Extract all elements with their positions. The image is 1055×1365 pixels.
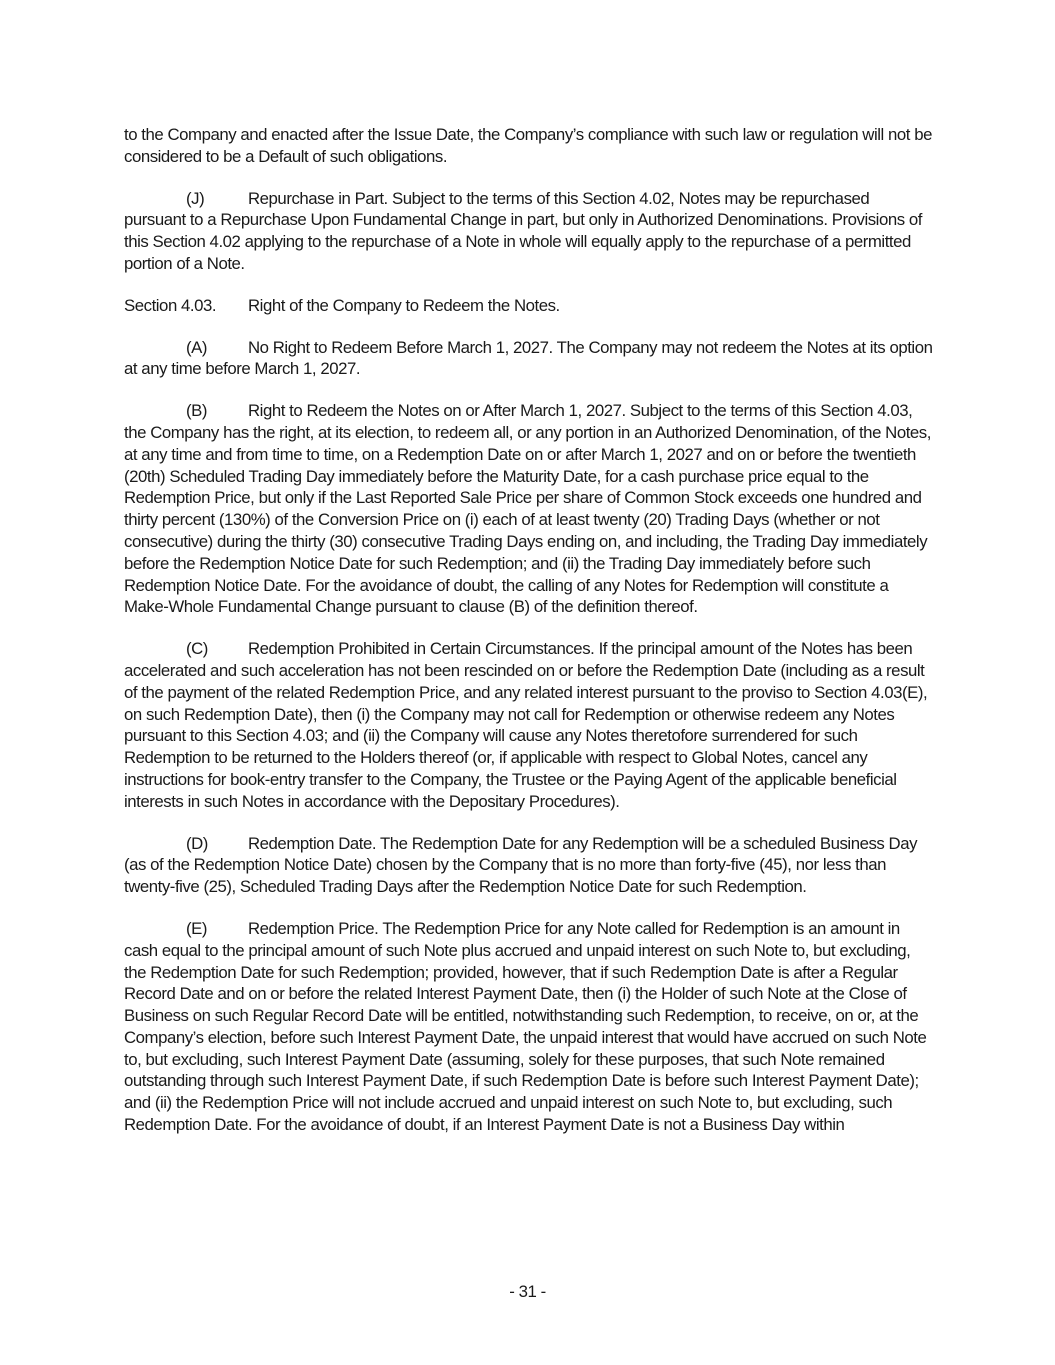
paragraph-label: (B)	[186, 401, 208, 421]
paragraph-continuation	[124, 124, 934, 168]
paragraph-j	[124, 188, 934, 275]
paragraph-text: The Redemption Date for any Redemption will be a scheduled Business Day (as of the Redemption Notice Date) chosen by the Company that is no more than forty-five (45), nor less than twenty-five (25), Scheduled Trading Days after the Redemption Notice Date for such Redemption.	[124, 833, 918, 897]
paragraph-text: Subject to the terms of this Section 4.02, Notes may be repurchased pursuant to a Repurchase Upon Fundamental Change in part, but only in Authorized Denominations. Provisions of this Section 4.02 applying to the repurchase of a Note in whole will equally apply to the repurchase of a permitted portion of a Note.	[124, 188, 922, 273]
paragraph-title: Repurchase in Part.	[248, 188, 388, 208]
paragraph-title: Redemption Date.	[248, 833, 377, 853]
paragraph-text: If the principal amount of the Notes has been accelerated and such acceleration has not been rescinded on or before the Redemption Date (including as a result of the payment of the related Redemption Price, and any related interest pursuant to the proviso to Section 4.03(E), on such Redemption Date), then (i) the Company may not call for Redemption or otherwise redeem any Notes pursuant to this Section 4.03; and (ii) the Company will cause any Notes theretofore surrendered for such Redemption to be returned to the Holders thereof (or, if applicable with respect to Global Notes, cancel any instructions for book-entry transfer to the Company, the Trustee or the Paying Agent of the applicable beneficial interests in such Notes in accordance with the Depositary Procedures).	[124, 639, 928, 811]
paragraph-title: Redemption Prohibited in Certain Circumstances.	[248, 639, 595, 659]
paragraph-title: No Right to Redeem Before March 1, 2027.	[248, 337, 553, 357]
paragraph-label: (J)	[186, 188, 205, 208]
section-heading	[124, 295, 934, 317]
paragraph-text: The Company may not redeem the Notes at its option at any time before March 1, 2027.	[124, 337, 933, 379]
paragraph-label: (A)	[186, 337, 208, 357]
paragraph-title: Right to Redeem the Notes on or After March 1, 2027.	[248, 401, 626, 421]
paragraph-d	[124, 833, 934, 898]
paragraph-text: The Redemption Price for any Note called for Redemption is an amount in cash equal to the principal amount of such Note plus accrued and unpaid interest on such Note to, but excluding, the Redemption Date for such Redemption; provided, however, that if such Redemption Date is after a Regular Record Date and on or before the related Interest Payment Date, then (i) the Holder of such Note at the Close of Business on such Regular Record Date will be entitled, notwithstanding such Redemption, to receive, on or, at the Company’s election, before such Interest Payment Date, the unpaid interest that would have accrued on such Note to, but excluding, such Interest Payment Date (assuming, solely for these purposes, that such Note remained outstanding through such Interest Payment Date, if such Redemption Date is before such Interest Payment Date); and (ii) the Redemption Price will not include accrued and unpaid interest on such Note to, but excluding, such Redemption Date. For the avoidance of doubt, if an Interest Payment Date is not a Business Day within	[124, 918, 927, 1135]
paragraph-title: Redemption Price.	[248, 918, 379, 938]
section-title: Right of the Company to Redeem the Notes.	[248, 295, 560, 315]
paragraph-e	[124, 918, 934, 1136]
paragraph-b	[124, 400, 934, 618]
paragraph-text: to the Company and enacted after the Issue Date, the Company’s compliance with such law or regulation will not be considered to be a Default of such obligations.	[124, 125, 932, 166]
paragraph-text: Subject to the terms of this Section 4.03, the Company has the right, at its election, to redeem all, or any portion in an Authorized Denomination, of the Notes, at any time and from time to time, on a Redemption Date on or after March 1, 2027 and on or before the twentieth (20th) Scheduled Trading Day immediately before the Maturity Date, for a cash purchase price equal to the Redemption Price, but only if the Last Reported Sale Price per share of Common Stock exceeds one hundred and thirty percent (130%) of the Conversion Price on (i) each of at least twenty (20) Trading Days (whether or not consecutive) during the thirty (30) consecutive Trading Days ending on, and including, the Trading Day immediately before the Redemption Notice Date for such Redemption; and (ii) the Trading Day immediately before such Redemption Notice Date. For the avoidance of doubt, the calling of any Notes for Redemption will constitute a Make-Whole Fundamental Change pursuant to clause (B) of the definition thereof.	[124, 401, 931, 617]
page-number: - 31 -	[509, 1282, 546, 1301]
paragraph-a	[124, 337, 934, 381]
paragraph-c	[124, 638, 934, 812]
document-body	[124, 124, 934, 1156]
paragraph-label: (D)	[186, 833, 208, 853]
paragraph-label: (C)	[186, 639, 208, 659]
section-number: Section 4.03.	[124, 295, 217, 315]
paragraph-label: (E)	[186, 918, 208, 938]
